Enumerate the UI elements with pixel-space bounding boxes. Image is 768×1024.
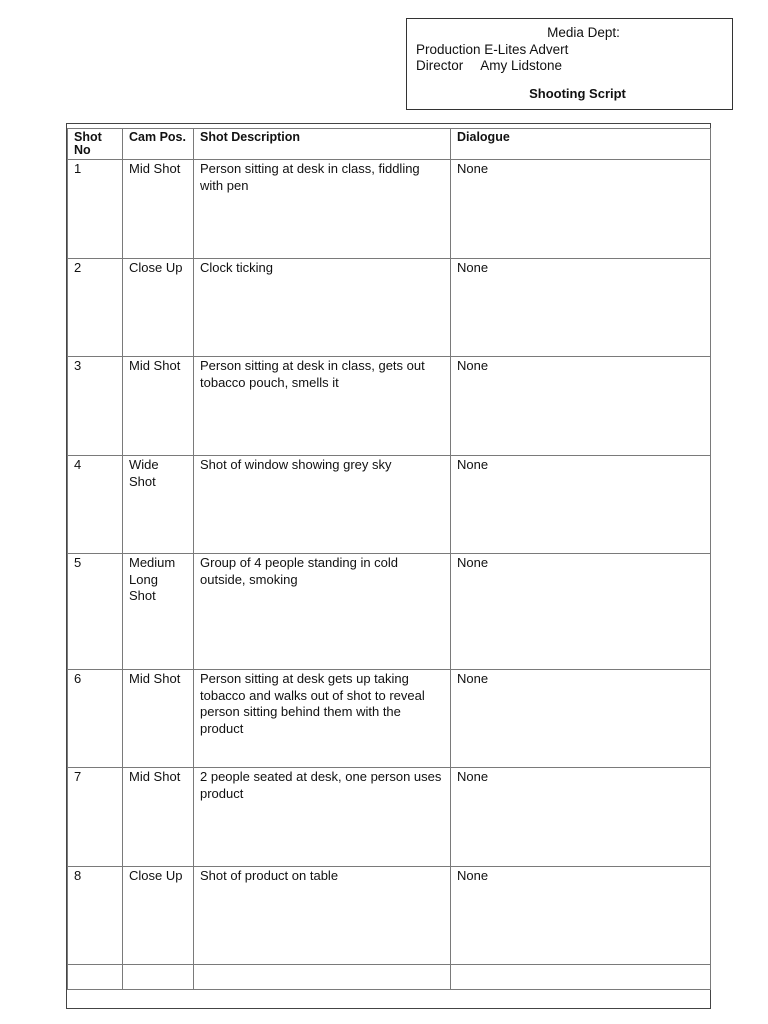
table-row: [68, 357, 711, 456]
shot-number-cell: 3: [68, 357, 123, 456]
camera-position-cell: Close Up: [123, 259, 194, 357]
shot-description-cell: Person sitting at desk in class, fiddling with pen: [194, 160, 451, 259]
column-header-shot-no: Shot No: [68, 129, 123, 160]
shot-number-cell: 4: [68, 456, 123, 554]
empty-row: [68, 965, 711, 990]
camera-position-cell: Wide Shot: [123, 456, 194, 554]
dialogue-cell: None: [451, 259, 711, 357]
empty-cell: [123, 965, 194, 990]
shot-description-cell: Group of 4 people standing in cold outside, smoking: [194, 554, 451, 670]
dept-label: Media Dept:: [547, 25, 620, 40]
empty-cell: [68, 965, 123, 990]
shot-number-cell: 5: [68, 554, 123, 670]
camera-position-cell: Medium Long Shot: [123, 554, 194, 670]
table-row: [68, 259, 711, 357]
empty-cell: [451, 965, 711, 990]
table-row: [68, 670, 711, 768]
dialogue-cell: None: [451, 554, 711, 670]
director-label: Director: [416, 58, 464, 73]
table-row: [68, 867, 711, 965]
table-row: [68, 768, 711, 867]
dialogue-cell: None: [451, 867, 711, 965]
production-label: Production E-Lites Advert: [416, 42, 569, 57]
shot-description-cell: Person sitting at desk in class, gets out tobacco pouch, smells it: [194, 357, 451, 456]
shot-number-cell: 6: [68, 670, 123, 768]
dialogue-cell: None: [451, 357, 711, 456]
director-line: [416, 58, 562, 73]
camera-position-cell: Mid Shot: [123, 670, 194, 768]
shot-description-cell: Clock ticking: [194, 259, 451, 357]
camera-position-cell: Mid Shot: [123, 768, 194, 867]
shot-description-cell: Shot of product on table: [194, 867, 451, 965]
shot-number-cell: 1: [68, 160, 123, 259]
script-frame: [66, 123, 711, 1009]
shooting-script-table: [67, 128, 711, 990]
column-header-cam-pos: Cam Pos.: [123, 129, 194, 160]
dialogue-cell: None: [451, 456, 711, 554]
director-name: Amy Lidstone: [480, 58, 563, 73]
shot-number-cell: 8: [68, 867, 123, 965]
camera-position-cell: Mid Shot: [123, 160, 194, 259]
shot-description-cell: 2 people seated at desk, one person uses product: [194, 768, 451, 867]
header-box: [406, 18, 733, 110]
table-row: [68, 160, 711, 259]
shot-number-cell: 2: [68, 259, 123, 357]
empty-cell: [194, 965, 451, 990]
column-header-description: Shot Description: [194, 129, 451, 160]
table-header-row: [68, 129, 711, 160]
shot-number-cell: 7: [68, 768, 123, 867]
shot-description-cell: Person sitting at desk gets up taking tobacco and walks out of shot to reveal person sitting behind them with the product: [194, 670, 451, 768]
document-title: Shooting Script: [529, 86, 626, 101]
table-row: [68, 456, 711, 554]
camera-position-cell: Close Up: [123, 867, 194, 965]
camera-position-cell: Mid Shot: [123, 357, 194, 456]
dialogue-cell: None: [451, 160, 711, 259]
column-header-dialogue: Dialogue: [451, 129, 711, 160]
shot-description-cell: Shot of window showing grey sky: [194, 456, 451, 554]
dialogue-cell: None: [451, 670, 711, 768]
dialogue-cell: None: [451, 768, 711, 867]
table-row: [68, 554, 711, 670]
